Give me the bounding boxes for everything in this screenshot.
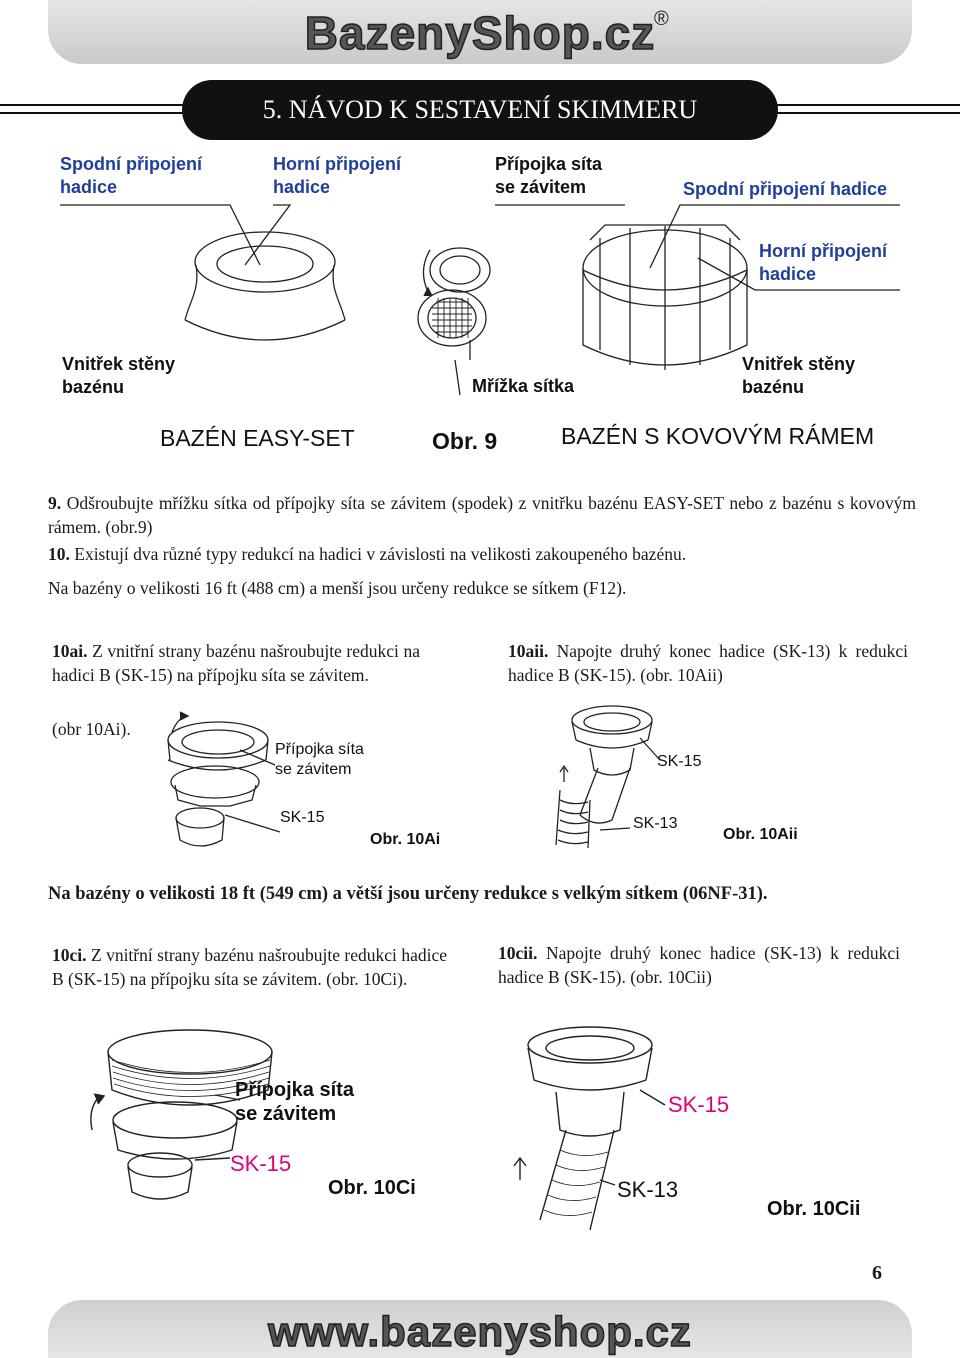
caption-10ci: Obr. 10Ci — [328, 1177, 416, 1199]
caption-easy-set: BAZÉN EASY-SET — [160, 425, 355, 451]
step-10: 10. Existují dva různé typy redukcí na hadici v závislosti na velikosti zakoupeného bazénu. — [48, 544, 687, 564]
label-10aii-sk13: SK-13 — [633, 815, 678, 832]
step-10ai: 10ai. Z vnitřní strany bazénu našroubujte redukci na hadici B (SK-15) na přípojku síta se závitem. — [52, 641, 421, 685]
label-inner-wall-right: Vnitřek stěny bazénu — [742, 354, 856, 397]
label-10ai-sk15: SK-15 — [280, 809, 325, 826]
label-10cii-sk15: SK-15 — [668, 1092, 730, 1117]
label-10ai-strainer: Přípojka síta se závitem — [275, 741, 364, 778]
label-10ci-sk15: SK-15 — [230, 1151, 292, 1176]
step-9: 9. Odšroubujte mřížku sítka od přípojky síta se závitem (spodek) z vnitřku bazénu EASY-SET nebo z bazénu s kovovým rámem. (obr.9) — [48, 493, 917, 537]
caption-10ai: Obr. 10Ai — [370, 831, 441, 848]
section-title: 5. NÁVOD K SESTAVENÍ SKIMMERU — [182, 80, 778, 140]
label-10cii-sk13: SK-13 — [617, 1177, 679, 1202]
caption-obr-9: Obr. 9 — [432, 428, 498, 454]
caption-metal-frame: BAZÉN S KOVOVÝM RÁMEM — [561, 423, 875, 449]
footer-url[interactable]: www.bazenyshop.cz — [268, 1308, 692, 1355]
caption-10aii: Obr. 10Aii — [723, 826, 798, 843]
label-strainer-grid: Mřížka sítka — [472, 376, 575, 396]
label-10ci-strainer: Přípojka síta se závitem — [235, 1079, 354, 1125]
label-threaded-strainer: Přípojka síta se závitem — [495, 154, 603, 197]
step-10ci: 10ci. Z vnitřní strany bazénu našroubujte redukci hadice B (SK-15) na přípojku síta se závitem. (obr. 10Ci). — [52, 945, 447, 989]
caption-10cii: Obr. 10Cii — [767, 1198, 861, 1220]
label-top-hose-right: Horní připojení hadice — [759, 241, 887, 284]
step-10-large-pools: Na bazény o velikosti 18 ft (549 cm) a větší jsou určeny redukce s velkým sítkem (06NF-31). — [48, 884, 768, 904]
step-10-small-pools: Na bazény o velikosti 16 ft (488 cm) a menší jsou určeny redukce se sítkem (F12). — [48, 578, 627, 598]
label-bottom-hose-right: Spodní připojení hadice — [683, 179, 888, 199]
page-number: 6 — [872, 1262, 882, 1284]
label-top-hose-left: Horní připojení hadice — [273, 154, 401, 197]
registered-mark: ® — [654, 8, 669, 30]
label-10aii-sk15: SK-15 — [657, 753, 702, 770]
label-bottom-hose-left: Spodní připojení hadice — [60, 154, 202, 197]
label-inner-wall-left: Vnitřek stěny bazénu — [62, 354, 176, 397]
step-10ai-ref: (obr 10Ai). — [52, 719, 131, 739]
step-10aii: 10aii. Napojte druhý konec hadice (SK-13) k redukci hadice B (SK-15). (obr. 10Aii) — [508, 641, 908, 685]
step-10cii: 10cii. Napojte druhý konec hadice (SK-13) k redukci hadice B (SK-15). (obr. 10Cii) — [498, 943, 900, 987]
brand-logo-text: BazenyShop.cz — [304, 7, 656, 59]
